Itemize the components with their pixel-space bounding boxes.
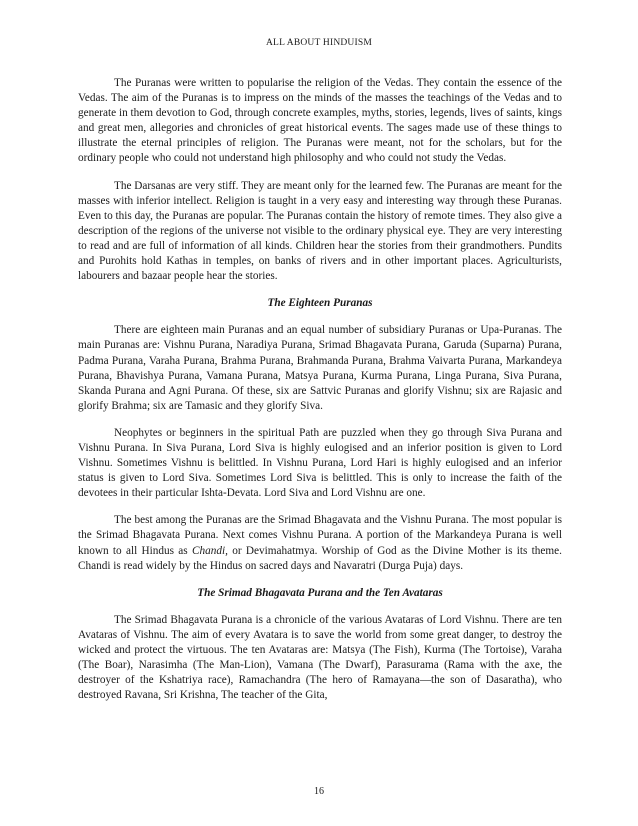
- heading-bhagavata-avataras: The Srimad Bhagavata Purana and the Ten Avataras: [197, 586, 443, 599]
- paragraph-avataras: The Srimad Bhagavata Purana is a chronicle of the various Avataras of Lord Vishnu. There are ten Avataras of Vishnu. The aim of every Avatara is to save the world from some great danger, to destroy the wicked and protect the virtuous. The ten Avataras are: Matsya (The Fish), Kurma (The Tortoise), Varaha (The Boar), Narasimha (The Man-Lion), Vamana (The Dwarf), Parasurama (Rama with the axe, the destroyer of the Kshatriya race), Ramachandra (The hero of Ramayana—the son of Dasaratha), who destroyed Ravana, Sri Krishna, The teacher of the Gita,: [78, 613, 562, 702]
- page-number: 16: [314, 786, 324, 797]
- paragraph-puranas-intro: The Puranas were written to popularise the religion of the Vedas. They contain the essence of the Vedas. The aim of the Puranas is to impress on the minds of the masses the teachings of the Vedas and to generate in them devotion to God, through concrete examples, myths, stories, legends, lives of saints, kings and great men, allegories and chronicles of great historical events. The sages made use of these things to illustrate the eternal principles of religion. The Puranas were meant, not for the scholars, but for the ordinary people who could not understand high philosophy and who could not study the Vedas.: [78, 77, 562, 165]
- text-run: or Devimahatmya. Worship of God as the Divine Mother is its theme. Chandi is read widely by the Hindus on sacred days and Navaratri (Durga Puja) days.: [78, 544, 562, 572]
- paragraph-main-puranas: There are eighteen main Puranas and an equal number of subsidiary Puranas or Upa-Puranas. The main Puranas are: Vishnu Purana, Naradiya Purana, Srimad Bhagavata Purana, Garuda (Suparna) Purana, Padma Purana, Varaha Purana, Brahma Purana, Brahmanda Purana, Brahma Vaivarta Purana, Markandeya Purana, Bhavishya Purana, Vamana Purana, Matsya Purana, Kurma Purana, Linga Purana, Siva Purana, Skanda Purana and Agni Purana. Of these, six are Sattvic Puranas and glorify Vishnu; six are Rajasic and glorify Brahma; six are Tamasic and they glorify Siva.: [78, 324, 562, 412]
- text-run: The best among the Puranas are the Srimad Bhagavata and the Vishnu Purana. The most popular is the Srimad Bhagavata Purana. Next comes Vishnu Purana. A portion of the Markandeya Purana is well known to all Hindus as: [78, 514, 562, 557]
- page-body: [78, 76, 562, 703]
- paragraph-neophytes: Neophytes or beginners in the spiritual Path are puzzled when they go through Siva Purana and Vishnu Purana. In Siva Purana, Lord Siva is highly eulogised and an inferior position is given to Lord Vishnu. Sometimes Vishnu is belittled. In Vishnu Purana, Lord Hari is highly eulogised and an inferior status is given to Lord Siva. Sometimes Lord Siva is belittled. This is only to increase the faith of the devotees in their particular Ishta-Devata. Lord Siva and Lord Vishnu are one.: [78, 426, 562, 500]
- paragraph-best-puranas: [78, 513, 562, 573]
- heading-eighteen-puranas: The Eighteen Puranas: [267, 297, 373, 310]
- chandi-italic: Chandi,: [191, 544, 228, 557]
- running-header: ALL ABOUT HINDUISM: [266, 38, 372, 48]
- paragraph-darsanas: The Darsanas are very stiff. They are meant only for the learned few. The Puranas are meant for the masses with inferior intellect. Religion is taught in a very easy and interesting way through these Puranas. Even to this day, the Puranas are popular. The Puranas contain the history of remote times. They also give a description of the regions of the universe not visible to the ordinary physical eye. They are very interesting to read and are full of information of all kinds. Children hear the stories from their grandmothers. Pundits and Purohits hold Kathas in temples, on banks of rivers and in other important places. Agriculturists, labourers and bazaar people hear the stories.: [78, 179, 562, 283]
